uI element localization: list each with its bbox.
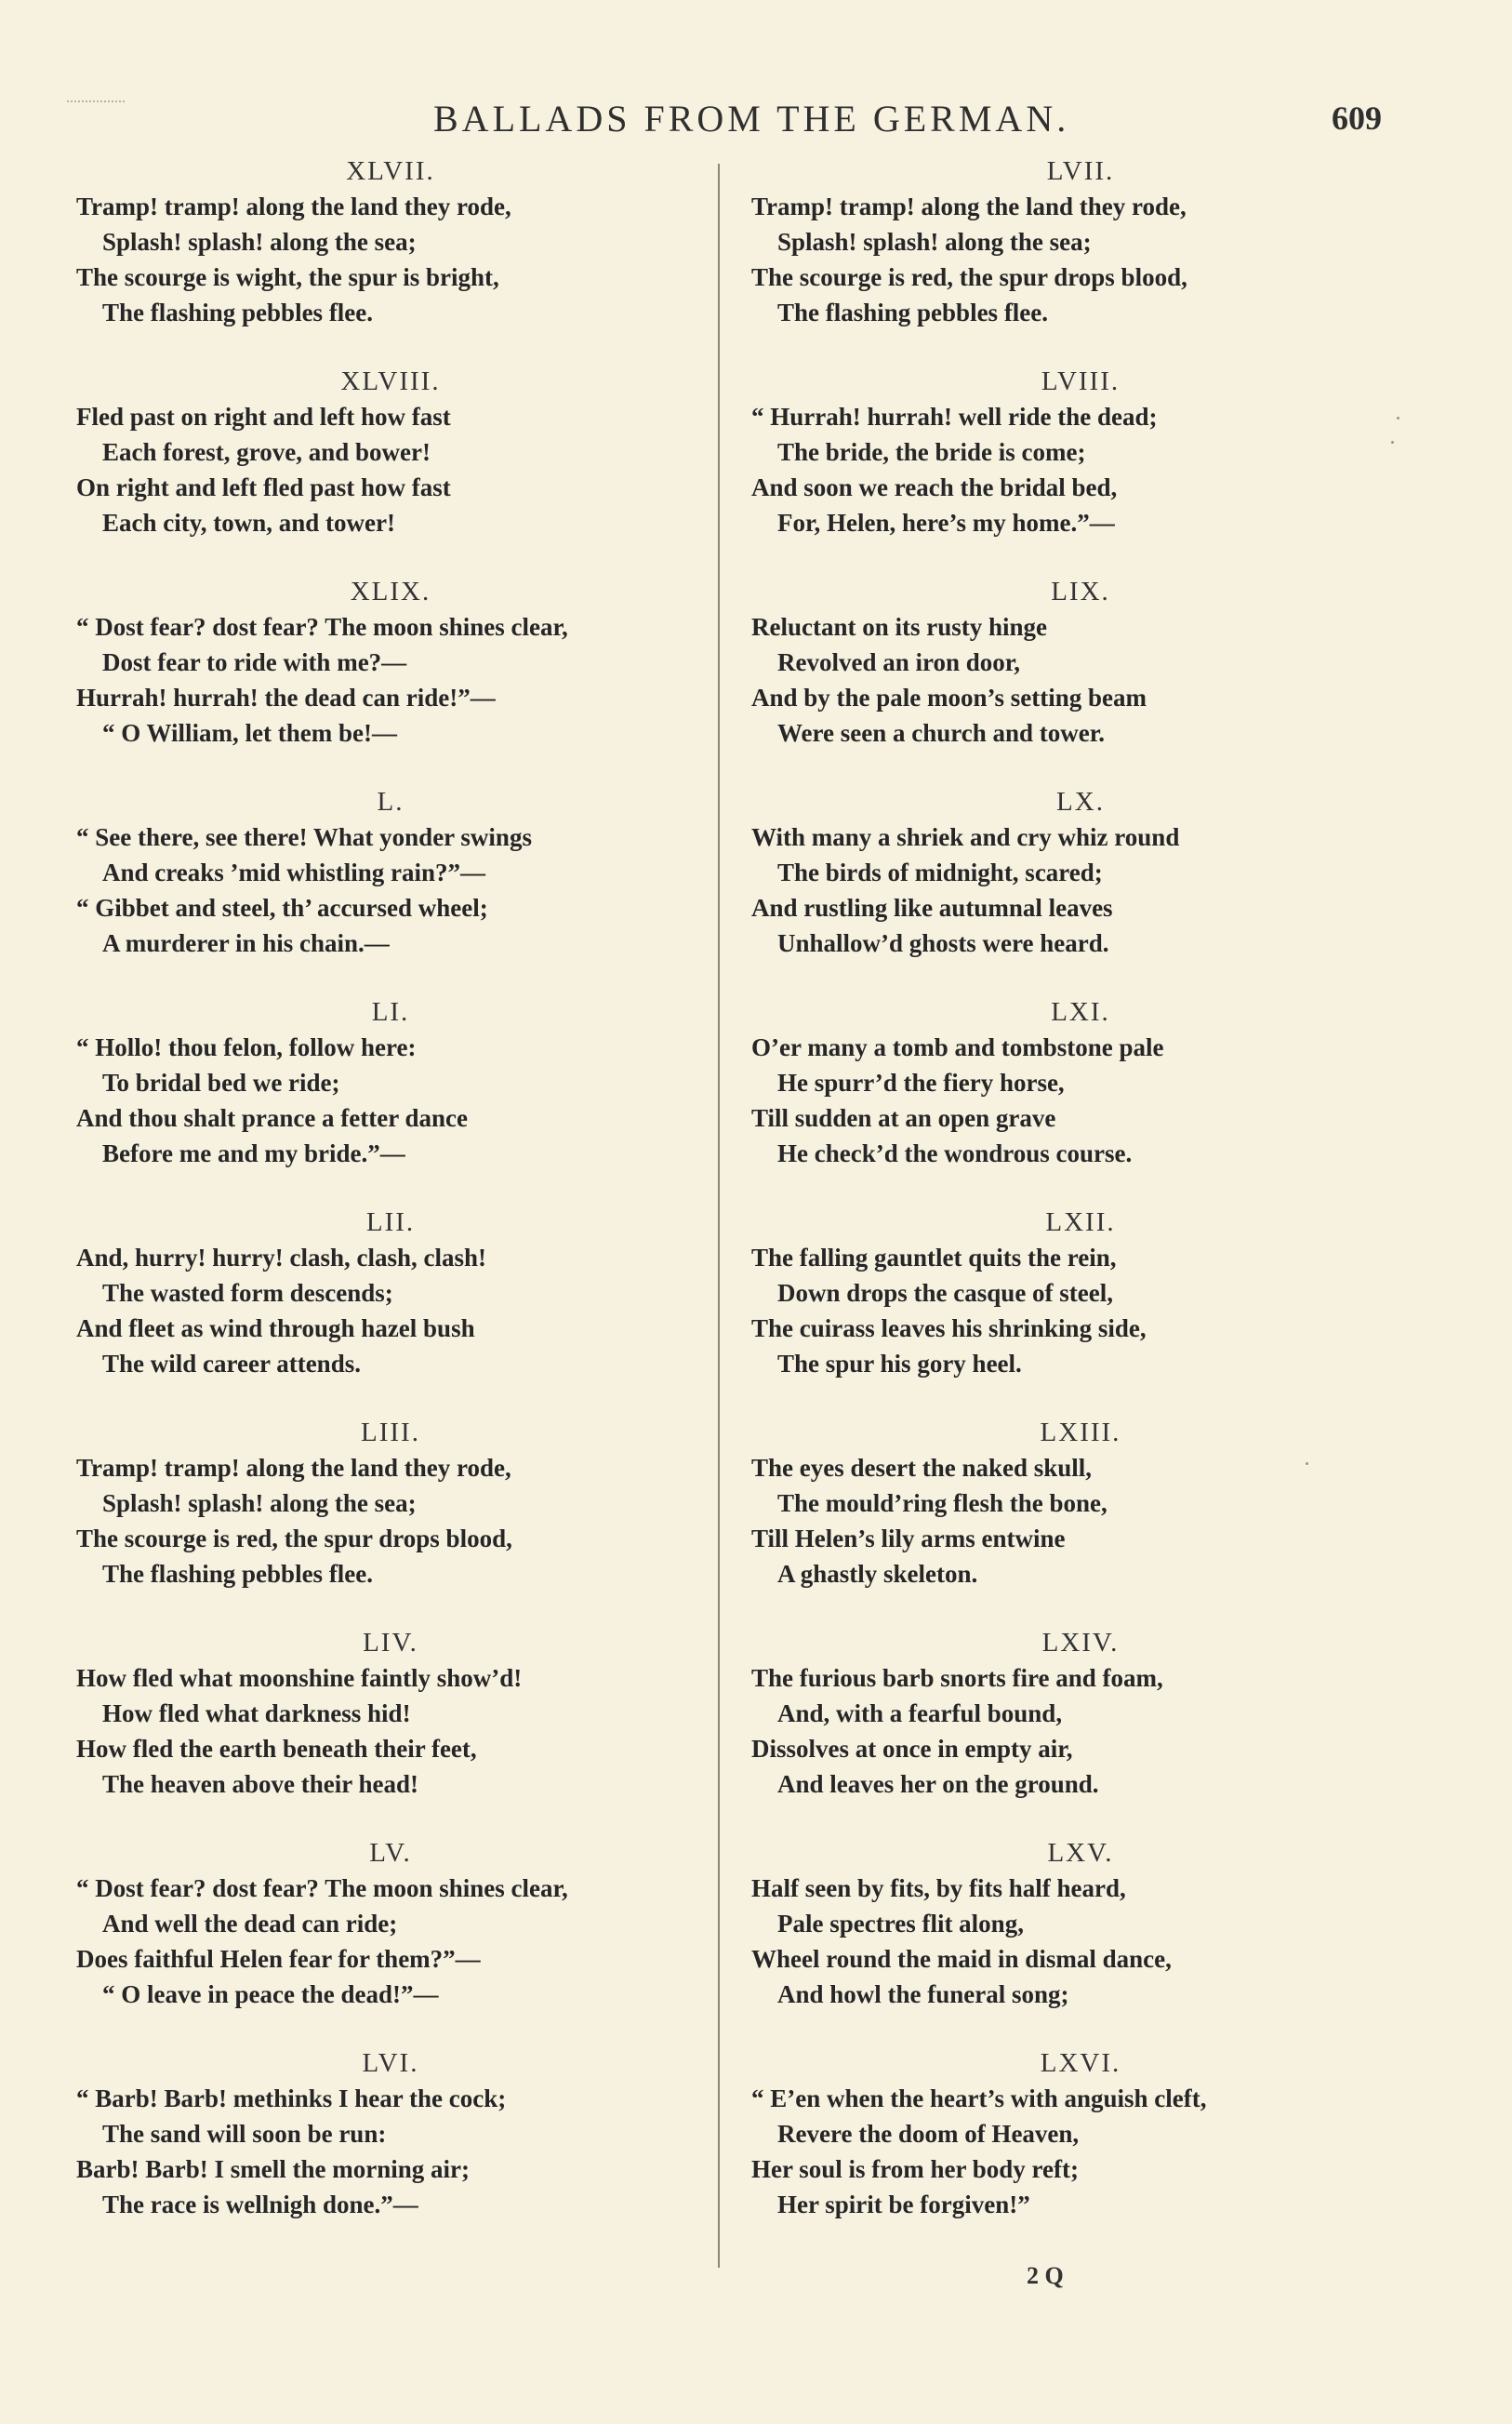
verse-line: The cuirass leaves his shrinking side, xyxy=(751,1314,1147,1342)
stanza-number: LXIII. xyxy=(1040,1418,1121,1447)
verse-line: Unhallow’d ghosts were heard. xyxy=(777,929,1109,957)
verse-line: The eyes desert the naked skull, xyxy=(751,1454,1093,1482)
stanza xyxy=(76,364,690,574)
verse-line: Wheel round the maid in dismal dance, xyxy=(751,1945,1172,1973)
printer-signature: 2 Q xyxy=(1027,2262,1064,2289)
verse-line: For, Helen, here’s my home.”— xyxy=(777,509,1115,537)
verse-line: Tramp! tramp! along the land they rode, xyxy=(751,193,1187,220)
column-divider xyxy=(718,164,720,2268)
verse-line: The flashing pebbles flee. xyxy=(777,299,1049,326)
verse-line: The falling gauntlet quits the rein, xyxy=(751,1244,1117,1272)
verse-line: “ E’en when the heart’s with anguish cleft, xyxy=(751,2084,1207,2112)
verse-line: Splash! splash! along the sea; xyxy=(777,228,1092,256)
verse-line: Pale spectres flit along, xyxy=(777,1910,1024,1938)
verse-line: Tramp! tramp! along the land they rode, xyxy=(76,193,511,220)
stanza xyxy=(751,364,1402,574)
verse-line: Tramp! tramp! along the land they rode, xyxy=(76,1454,511,1482)
verse-line: The sand will soon be run: xyxy=(102,2120,387,2148)
stanza xyxy=(76,994,690,1205)
stanza-number: LIII. xyxy=(361,1418,420,1447)
left-column xyxy=(76,153,690,2256)
verse-line: And, hurry! hurry! clash, clash, clash! xyxy=(76,1244,487,1272)
verse-line: Does faithful Helen fear for them?”— xyxy=(76,1945,481,1973)
verse-line: The race is wellnigh done.”— xyxy=(102,2191,418,2218)
verse-line: The furious barb snorts fire and foam, xyxy=(751,1664,1163,1692)
verse-line: Before me and my bride.”— xyxy=(102,1139,405,1167)
verse-line: “ O William, let them be!— xyxy=(102,719,397,747)
stanza xyxy=(751,994,1402,1205)
stanza-number: LII. xyxy=(365,1207,416,1237)
stanza xyxy=(751,574,1402,784)
stanza-number: LX. xyxy=(1056,787,1105,817)
verse-line: Dost fear to ride with me?— xyxy=(102,648,407,676)
verse-line: Fled past on right and left how fast xyxy=(76,403,451,431)
stanza xyxy=(76,574,690,784)
verse-line: Reluctant on its rusty hinge xyxy=(751,613,1048,641)
verse-line: The flashing pebbles flee. xyxy=(102,1560,374,1588)
verse-line: A murderer in his chain.— xyxy=(102,929,390,957)
verse-line: And rustling like autumnal leaves xyxy=(751,894,1113,922)
stanza-number: LVI. xyxy=(362,2048,419,2078)
verse-line: Revere the doom of Heaven, xyxy=(777,2120,1080,2148)
stanza-number: LVII. xyxy=(1046,156,1115,186)
verse-line: The wasted form descends; xyxy=(102,1279,393,1307)
stanza-number: LV. xyxy=(369,1838,412,1868)
verse-line: “ Dost fear? dost fear? The moon shines clear, xyxy=(76,1874,568,1902)
verse-line: How fled the earth beneath their feet, xyxy=(76,1735,477,1763)
stanza-number: LXVI. xyxy=(1040,2048,1121,2078)
stanza xyxy=(76,153,690,364)
paper-speck xyxy=(1391,441,1394,444)
stanza xyxy=(76,1835,690,2045)
stanza xyxy=(751,153,1402,364)
verse-line: He spurr’d the fiery horse, xyxy=(777,1069,1065,1097)
paper-speck xyxy=(1306,1462,1308,1465)
verse-line: To bridal bed we ride; xyxy=(102,1069,340,1097)
verse-line: Each forest, grove, and bower! xyxy=(102,438,431,466)
stanza xyxy=(76,2045,690,2256)
verse-line: Splash! splash! along the sea; xyxy=(102,1489,417,1517)
stanza xyxy=(751,1835,1402,2045)
stanza-number: XLIX. xyxy=(350,577,431,606)
stanza-number: LXII. xyxy=(1045,1207,1116,1237)
verse-line: Half seen by fits, by fits half heard, xyxy=(751,1874,1126,1902)
stanza xyxy=(76,1415,690,1625)
verse-line: And howl the funeral song; xyxy=(777,1980,1069,2008)
verse-line: “ Hollo! thou felon, follow here: xyxy=(76,1033,417,1061)
stanza-number: LI. xyxy=(371,997,410,1027)
verse-line: Splash! splash! along the sea; xyxy=(102,228,417,256)
stanza-number: XLVIII. xyxy=(340,366,441,396)
verse-line: “ Barb! Barb! methinks I hear the cock; xyxy=(76,2084,507,2112)
verse-line: And fleet as wind through hazel bush xyxy=(76,1314,475,1342)
verse-line: Down drops the casque of steel, xyxy=(777,1279,1114,1307)
right-column xyxy=(751,153,1402,2256)
verse-line: Barb! Barb! I smell the morning air; xyxy=(76,2155,470,2183)
verse-line: Hurrah! hurrah! the dead can ride!”— xyxy=(76,684,496,712)
stanza-number: L. xyxy=(377,787,405,817)
paper-speck xyxy=(1397,417,1399,420)
verse-line: With many a shriek and cry whiz round xyxy=(751,823,1180,851)
verse-line: O’er many a tomb and tombstone pale xyxy=(751,1033,1164,1061)
verse-line: The scourge is wight, the spur is bright, xyxy=(76,263,499,291)
stanza-number: LVIII. xyxy=(1041,366,1121,396)
stanza-number: LXI. xyxy=(1051,997,1110,1027)
verse-line: And leaves her on the ground. xyxy=(777,1770,1099,1798)
stanza-number: LXV. xyxy=(1047,1838,1114,1868)
stanza-number: LXIV. xyxy=(1041,1628,1120,1658)
stanza xyxy=(76,1205,690,1415)
verse-line: Dissolves at once in empty air, xyxy=(751,1735,1073,1763)
stanza-number: XLVII. xyxy=(346,156,435,186)
verse-line: He check’d the wondrous course. xyxy=(777,1139,1133,1167)
verse-line: “ See there, see there! What yonder swings xyxy=(76,823,532,851)
verse-line: The wild career attends. xyxy=(102,1350,361,1378)
stanza-number: LIV. xyxy=(363,1628,418,1658)
verse-line: “ Hurrah! hurrah! well ride the dead; xyxy=(751,403,1158,431)
verse-line: “ Gibbet and steel, th’ accursed wheel; xyxy=(76,894,488,922)
verse-line: The mould’ring flesh the bone, xyxy=(777,1489,1107,1517)
verse-line: How fled what darkness hid! xyxy=(102,1699,411,1727)
verse-line: On right and left fled past how fast xyxy=(76,473,451,501)
verse-line: And by the pale moon’s setting beam xyxy=(751,684,1147,712)
stanza xyxy=(76,784,690,994)
verse-line: A ghastly skeleton. xyxy=(777,1560,978,1588)
stanza xyxy=(751,1205,1402,1415)
page-number: 609 xyxy=(1332,100,1382,137)
verse-line: The spur his gory heel. xyxy=(777,1350,1022,1378)
verse-line: Each city, town, and tower! xyxy=(102,509,395,537)
verse-line: And, with a fearful bound, xyxy=(777,1699,1063,1727)
verse-line: Her soul is from her body reft; xyxy=(751,2155,1079,2183)
verse-line: The heaven above their head! xyxy=(102,1770,419,1798)
verse-line: Till sudden at an open grave xyxy=(751,1104,1056,1132)
verse-line: Her spirit be forgiven!” xyxy=(777,2191,1030,2218)
verse-line: “ O leave in peace the dead!”— xyxy=(102,1980,439,2008)
stanza xyxy=(751,1625,1402,1835)
stanza-number: LIX. xyxy=(1051,577,1110,606)
stanza xyxy=(751,1415,1402,1625)
verse-line: Were seen a church and tower. xyxy=(777,719,1105,747)
verse-line: Till Helen’s lily arms entwine xyxy=(751,1525,1066,1552)
stanza xyxy=(751,2045,1402,2256)
running-title: BALLADS FROM THE GERMAN. xyxy=(433,98,1070,140)
verse-line: And creaks ’mid whistling rain?”— xyxy=(102,859,486,886)
verse-line: And well the dead can ride; xyxy=(102,1910,398,1938)
verse-line: The birds of midnight, scared; xyxy=(777,859,1103,886)
stanza xyxy=(751,784,1402,994)
verse-line: The bride, the bride is come; xyxy=(777,438,1086,466)
stanza xyxy=(76,1625,690,1835)
verse-line: And soon we reach the bridal bed, xyxy=(751,473,1118,501)
verse-line: How fled what moonshine faintly show’d! xyxy=(76,1664,523,1692)
verse-line: The scourge is red, the spur drops blood, xyxy=(751,263,1187,291)
header-rule xyxy=(67,100,125,102)
verse-line: Revolved an iron door, xyxy=(777,648,1021,676)
verse-line: And thou shalt prance a fetter dance xyxy=(76,1104,468,1132)
verse-line: The flashing pebbles flee. xyxy=(102,299,374,326)
verse-line: The scourge is red, the spur drops blood, xyxy=(76,1525,512,1552)
verse-line: “ Dost fear? dost fear? The moon shines clear, xyxy=(76,613,568,641)
